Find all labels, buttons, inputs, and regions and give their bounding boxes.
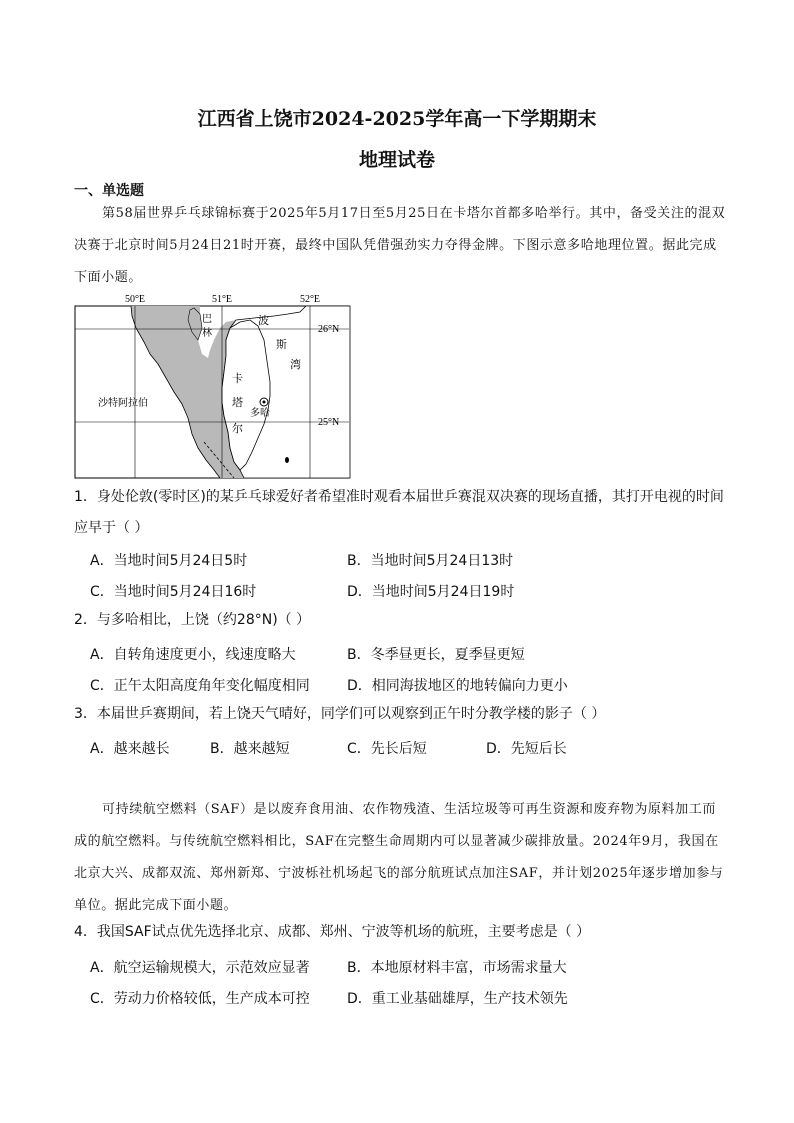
label-qatar-1: 卡 bbox=[232, 372, 243, 385]
lat-label-26: 26°N bbox=[318, 324, 340, 335]
q4-option-b[interactable]: B．本地原材料丰富，市场需求量大 bbox=[347, 960, 567, 976]
passage-1: 第58届世界乒乓球锦标赛于2025年5月17日至5月25日在卡塔尔首都多哈举行。其中，备受关注的混双决赛于北京时间5月24日21时开赛，最终中国队凭借强劲实力夺得金牌。下图示意多哈地理位置。据此完成下面小题。 bbox=[74, 206, 726, 285]
doha-location-map bbox=[74, 292, 374, 480]
q3-option-b[interactable]: B．越来越短 bbox=[210, 741, 290, 757]
q1-option-d[interactable]: D．当地时间5月24日19时 bbox=[347, 584, 515, 600]
passage-2: 可持续航空燃料（SAF）是以废弃食用油、农作物残渣、生活垃圾等可再生资源和废弃物为原料加工而成的航空燃料。与传统航空燃料相比，SAF在完整生命周期内可以显著减少碳排放量。2024年9月，我国在北京大兴、成都双流、郑州新郑、宁波栎社机场起飞的部分航班试点加注SAF，并计划2025年逐步增加参与单位。据此完成下面小题。 bbox=[74, 802, 724, 913]
page-subtitle: 地理试卷 bbox=[358, 149, 435, 171]
q3-option-d[interactable]: D．先短后长 bbox=[486, 741, 567, 757]
q1-option-c[interactable]: C．当地时间5月24日16时 bbox=[90, 584, 257, 600]
label-sea-3: 湾 bbox=[290, 358, 301, 371]
q4-option-a[interactable]: A．航空运输规模大，示范效应显著 bbox=[90, 960, 310, 976]
question-4-stem: 4．我国SAF试点优先选择北京、成都、郑州、宁波等机场的航班，主要考虑是（ ） bbox=[74, 924, 591, 940]
label-sea-1: 波 bbox=[258, 314, 269, 327]
q4-option-d[interactable]: D．重工业基础雄厚，生产技术领先 bbox=[347, 991, 568, 1007]
label-doha: 多哈 bbox=[250, 408, 270, 419]
section-heading: 一、单选题 bbox=[74, 183, 144, 199]
question-2-stem: 2．与多哈相比，上饶（约28°N)（ ） bbox=[74, 612, 311, 628]
label-saudi: 沙特阿拉伯 bbox=[98, 398, 148, 409]
lon-label-52: 52°E bbox=[299, 294, 321, 305]
label-qatar-3: 尔 bbox=[232, 422, 243, 435]
q3-option-c[interactable]: C．先长后短 bbox=[347, 741, 427, 757]
label-bahrain-1: 巴 bbox=[202, 314, 212, 325]
q4-option-c[interactable]: C．劳动力价格较低，生产成本可控 bbox=[90, 991, 310, 1007]
q1-option-b[interactable]: B．当地时间5月24日13时 bbox=[347, 553, 514, 569]
q2-option-b[interactable]: B．冬季昼更长，夏季昼更短 bbox=[347, 647, 525, 663]
label-qatar-2: 塔 bbox=[232, 396, 243, 409]
q1-option-a[interactable]: A．当地时间5月24日5时 bbox=[90, 553, 248, 569]
page-title: 江西省上饶市2024-2025学年高一下学期期末 bbox=[197, 108, 597, 130]
q3-option-a[interactable]: A．越来越长 bbox=[90, 741, 170, 757]
question-1-stem: 1．身处伦敦(零时区)的某乒乓球爱好者希望准时观看本届世乒赛混双决赛的现场直播，其打开电视的时间应早于（ ） bbox=[74, 489, 724, 536]
lat-label-25: 25°N bbox=[318, 417, 340, 428]
question-3-stem: 3．本届世乒赛期间，若上饶天气晴好，同学们可以观察到正午时分教学楼的影子（ ） bbox=[74, 706, 606, 722]
lon-label-51: 51°E bbox=[211, 294, 233, 305]
label-sea-2: 斯 bbox=[276, 338, 287, 351]
q2-option-a[interactable]: A．自转角速度更小，线速度略大 bbox=[90, 647, 296, 663]
q2-option-c[interactable]: C．正午太阳高度角年变化幅度相同 bbox=[90, 678, 310, 694]
lon-label-50: 50°E bbox=[124, 294, 146, 305]
q2-option-d[interactable]: D．相同海拔地区的地转偏向力更小 bbox=[347, 678, 568, 694]
label-bahrain-2: 林 bbox=[202, 328, 212, 339]
